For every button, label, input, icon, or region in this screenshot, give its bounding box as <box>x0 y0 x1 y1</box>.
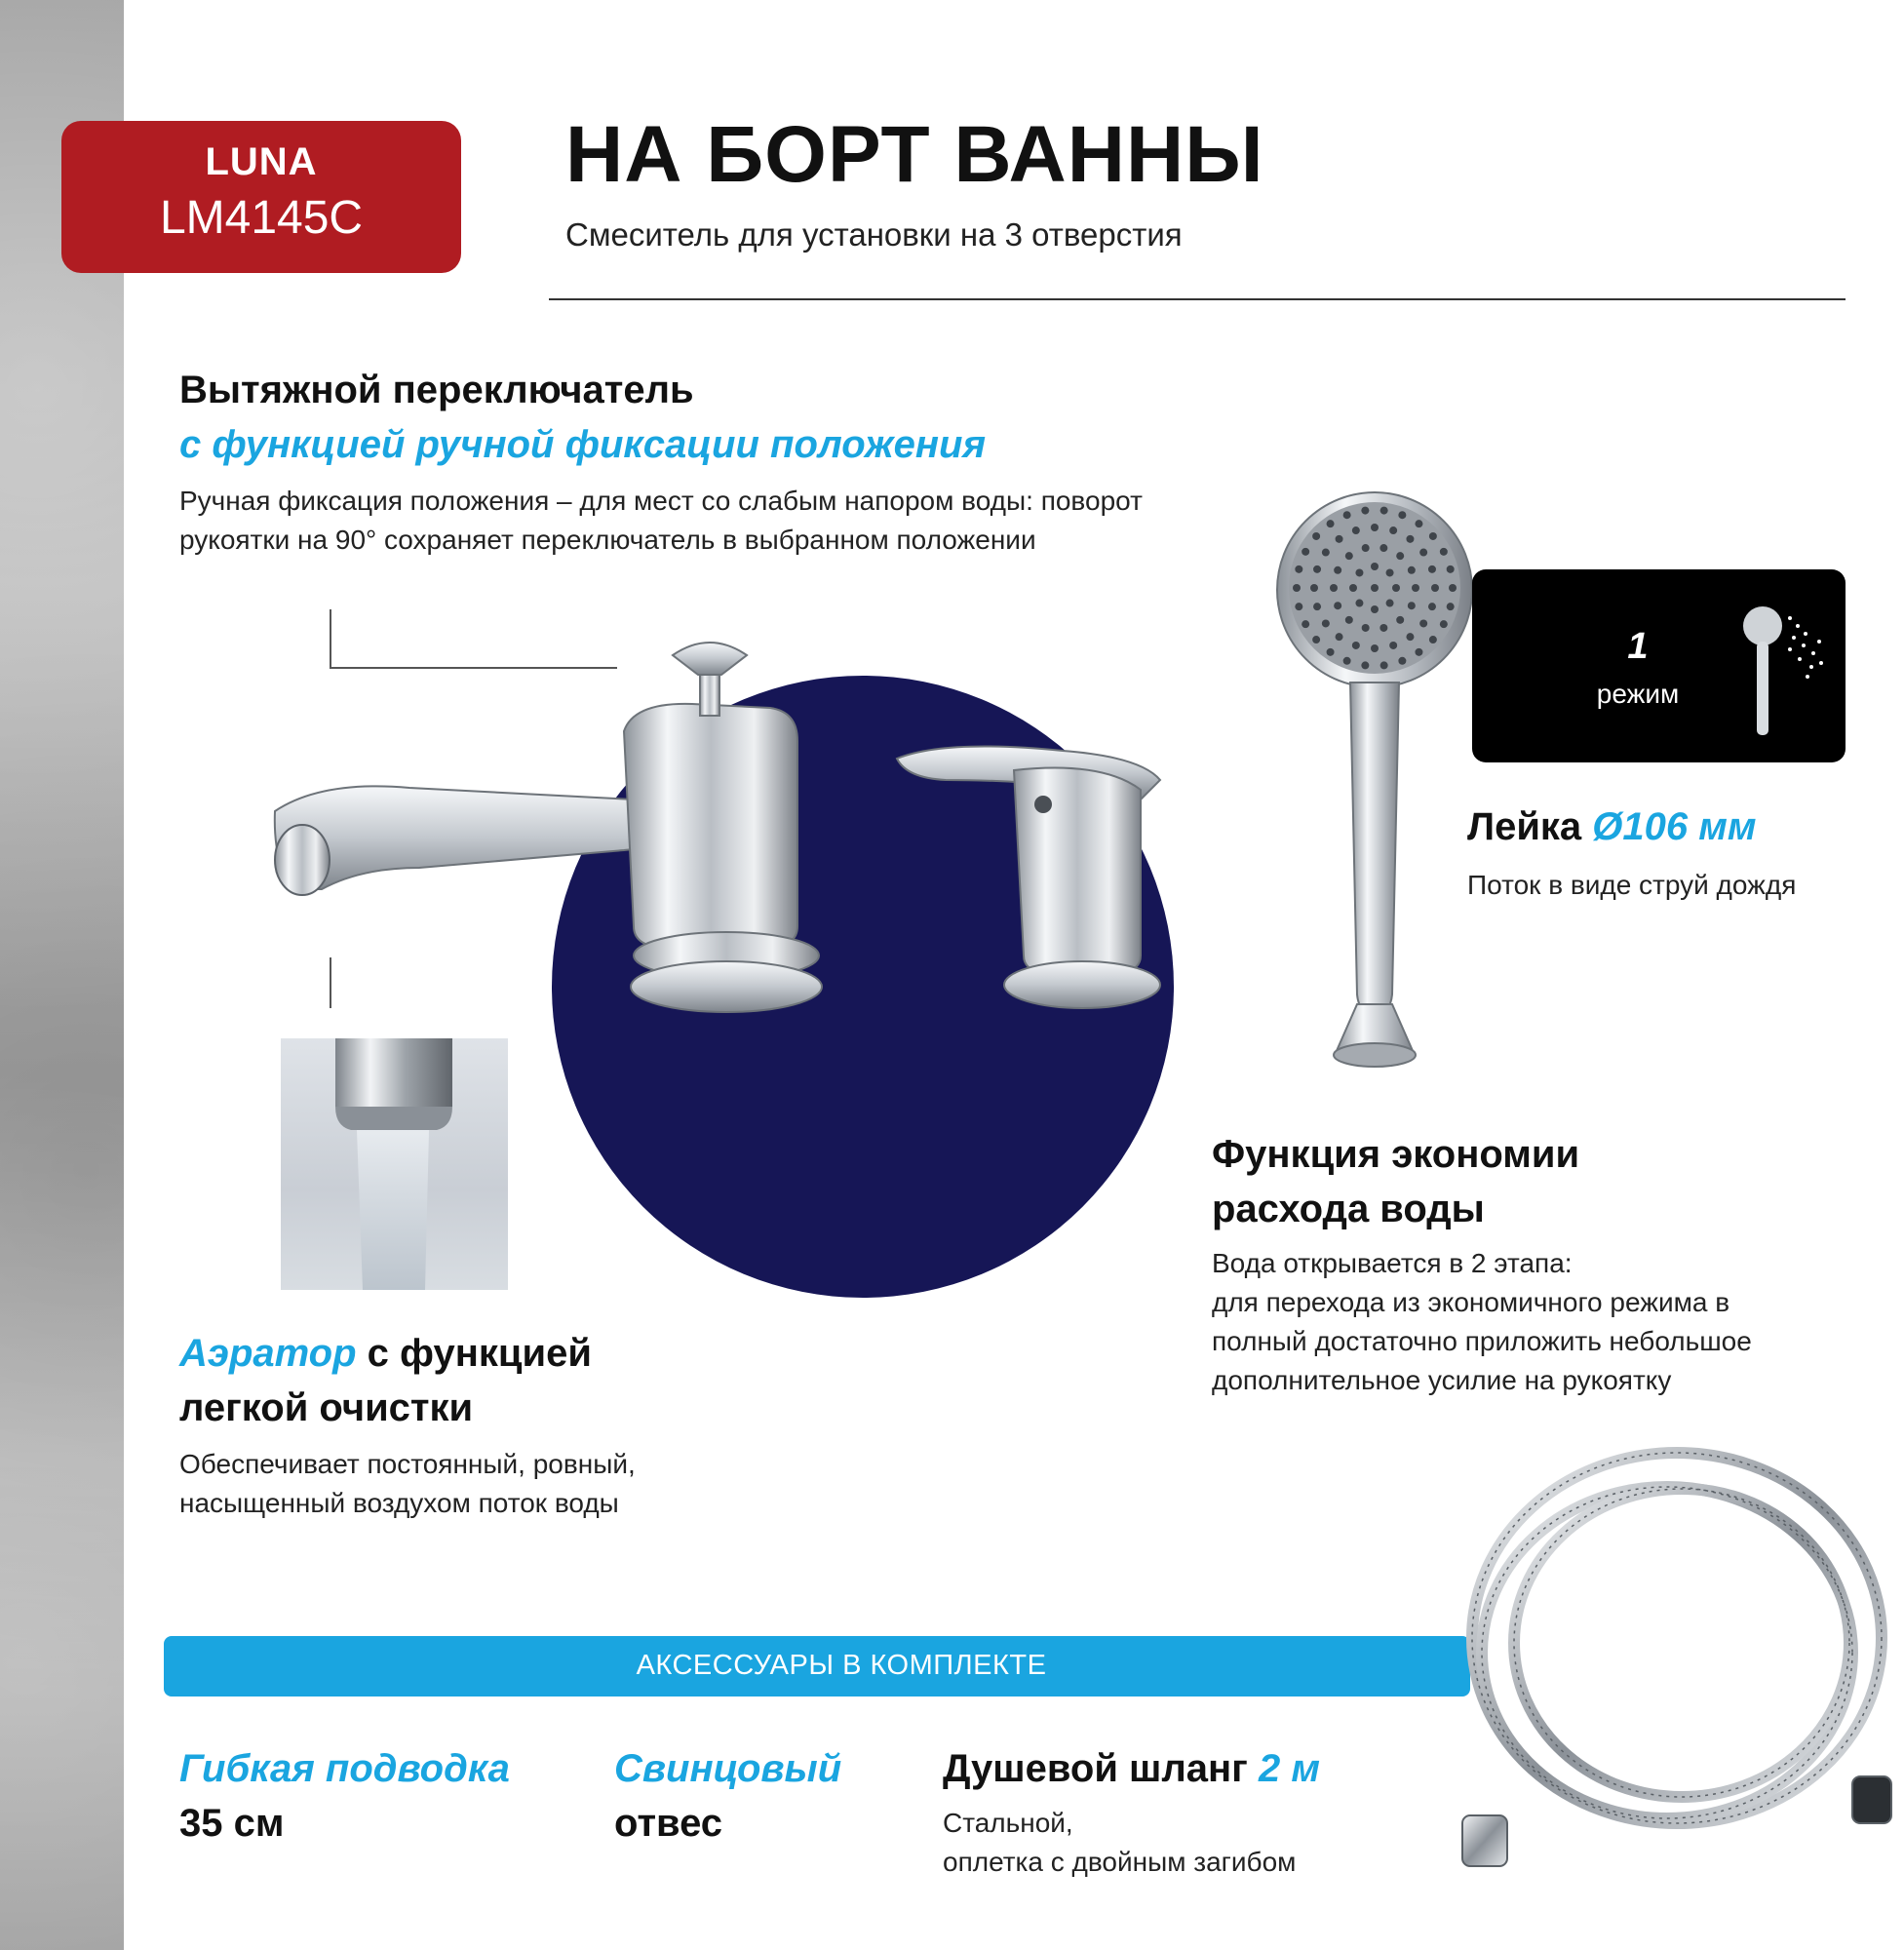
shower-nozzle <box>1355 568 1363 576</box>
stone-texture-strip <box>0 0 124 1950</box>
shower-hose-title-text: Душевой шланг <box>943 1747 1259 1790</box>
shower-nozzle <box>1362 624 1370 632</box>
hand-shower-illustration <box>1267 488 1501 1082</box>
shower-nozzle <box>1312 636 1320 644</box>
shower-mode-panel <box>1472 569 1846 762</box>
mode-label: режим <box>1596 679 1680 709</box>
faucet-illustration <box>263 634 1228 1043</box>
shower-nozzle <box>1429 636 1437 644</box>
shower-nozzle <box>1412 584 1419 592</box>
shower-nozzle <box>1293 584 1301 592</box>
shower-nozzle <box>1449 584 1457 592</box>
shower-nozzle <box>1429 532 1437 540</box>
switch-feature-subtitle: с функцией ручной фиксации положения <box>179 423 986 466</box>
page-title: НА БОРТ ВАННЫ <box>565 110 1264 199</box>
accessory-lead-weight-title-line2: отвес <box>614 1802 723 1845</box>
eco-feature-title-line2: расхода воды <box>1212 1188 1485 1230</box>
shower-nozzle <box>1371 605 1379 613</box>
shower-nozzle <box>1336 633 1343 641</box>
title-divider <box>549 298 1846 300</box>
shower-nozzle <box>1334 566 1341 574</box>
shower-nozzle <box>1406 633 1414 641</box>
shower-nozzle <box>1428 566 1436 573</box>
model-number: LM4145C <box>159 192 364 244</box>
shower-nozzle <box>1345 552 1353 560</box>
aerator-photo <box>281 1038 508 1290</box>
shower-nozzle <box>1302 620 1309 628</box>
shower-hose-body-line: оплетка с двойным загибом <box>943 1847 1297 1877</box>
shower-nozzle <box>1447 603 1455 610</box>
shower-nozzle <box>1419 549 1427 557</box>
aerator-feature-body <box>179 1445 636 1523</box>
shower-nozzle <box>1379 544 1387 552</box>
switch-body-line: рукоятки на 90° сохраняет переключатель в выбранном положении <box>179 525 1036 555</box>
accessory-flex-hose-title: Гибкая подводка <box>179 1747 510 1790</box>
page-subtitle: Смеситель для установки на 3 отверстия <box>565 216 1183 253</box>
shower-nozzle <box>1415 520 1422 527</box>
shower-nozzle <box>1362 544 1370 552</box>
shower-nozzle <box>1371 524 1379 531</box>
accessory-lead-weight-title: Свинцовый <box>614 1747 842 1790</box>
eco-body-line: для перехода из экономичного режима в <box>1212 1287 1730 1317</box>
shower-nozzle <box>1361 507 1369 515</box>
shower-nozzle <box>1313 603 1321 610</box>
aerator-title-rest: с функцией <box>356 1332 592 1375</box>
accessories-bar-label: АКСЕССУАРЫ В КОМПЛЕКТЕ <box>636 1650 1047 1681</box>
spray-feature-title <box>1467 805 1756 849</box>
switch-body-line: Ручная фиксация положения – для мест со слабым напором воды: поворот <box>179 486 1143 516</box>
aerator-feature-title-line2: легкой очистки <box>179 1386 474 1429</box>
shower-nozzle <box>1312 532 1320 540</box>
shower-nozzle <box>1355 600 1363 607</box>
eco-body-line: полный достаточно приложить небольшое <box>1212 1326 1752 1356</box>
shower-nozzle <box>1327 648 1335 656</box>
shower-nozzle <box>1380 507 1388 515</box>
hand-shower-icon <box>1733 599 1831 745</box>
shower-hose-illustration <box>1433 1433 1904 1892</box>
series-name: LUNA <box>205 140 318 183</box>
shower-nozzle <box>1330 584 1338 592</box>
shower-hose-body-line: Стальной, <box>943 1808 1073 1838</box>
shower-nozzle <box>1408 602 1416 609</box>
shower-nozzle <box>1419 619 1427 627</box>
model-badge <box>61 121 461 273</box>
shower-nozzle <box>1343 657 1351 665</box>
shower-nozzle <box>1361 661 1369 669</box>
mode-count: 1 <box>1627 626 1649 667</box>
shower-nozzle <box>1352 642 1360 649</box>
shower-nozzle <box>1313 566 1321 573</box>
shower-nozzle <box>1371 584 1379 592</box>
shower-nozzle <box>1431 584 1439 592</box>
shower-nozzle <box>1327 520 1335 527</box>
shower-nozzle <box>1386 568 1394 576</box>
shower-nozzle <box>1295 603 1302 610</box>
shower-nozzle <box>1334 602 1341 609</box>
shower-nozzle <box>1352 526 1360 534</box>
accessories-bar <box>164 1636 1470 1696</box>
shower-nozzle <box>1380 661 1388 669</box>
eco-feature-body <box>1212 1244 1752 1400</box>
shower-nozzle <box>1440 548 1448 556</box>
spray-icon <box>1788 616 1823 679</box>
shower-nozzle <box>1392 584 1400 592</box>
accessory-flex-hose-length: 35 см <box>179 1802 285 1845</box>
shower-nozzle <box>1447 566 1455 573</box>
shower-nozzle <box>1371 563 1379 570</box>
shower-nozzle <box>1406 535 1414 543</box>
shower-nozzle <box>1343 511 1351 519</box>
shower-nozzle <box>1396 552 1404 560</box>
aerator-body-line: Обеспечивает постоянный, ровный, <box>179 1449 636 1479</box>
shower-nozzle <box>1396 616 1404 624</box>
shower-nozzle <box>1389 526 1397 534</box>
shower-nozzle <box>1440 620 1448 628</box>
accessory-shower-hose-title <box>943 1747 1320 1791</box>
spray-feature-body: Поток в виде струй дождя <box>1467 870 1797 900</box>
switch-feature-body <box>179 482 1143 560</box>
shower-nozzle <box>1310 584 1318 592</box>
shower-nozzle <box>1398 657 1406 665</box>
switch-feature-title: Вытяжной переключатель <box>179 369 694 411</box>
spray-diameter: Ø106 мм <box>1592 805 1757 848</box>
shower-nozzle <box>1322 619 1330 627</box>
aerator-illustration <box>281 1038 508 1290</box>
shower-nozzle <box>1345 616 1353 624</box>
shower-nozzle <box>1408 566 1416 574</box>
spray-title-text: Лейка <box>1467 805 1593 848</box>
shower-hose-length: 2 м <box>1258 1747 1320 1790</box>
shower-nozzle <box>1349 584 1357 592</box>
shower-nozzle <box>1386 600 1394 607</box>
shower-nozzle <box>1379 624 1387 632</box>
eco-feature-title: Функция экономии <box>1212 1133 1580 1176</box>
shower-nozzle <box>1398 511 1406 519</box>
eco-body-line: Вода открывается в 2 этапа: <box>1212 1248 1573 1278</box>
shower-nozzle <box>1295 566 1302 573</box>
accessory-shower-hose-body <box>943 1804 1296 1882</box>
shower-nozzle <box>1389 642 1397 649</box>
aerator-body-line: насыщенный воздухом поток воды <box>179 1488 619 1518</box>
shower-nozzle <box>1415 648 1422 656</box>
shower-nozzle <box>1322 549 1330 557</box>
eco-body-line: дополнительное усилие на рукоятку <box>1212 1365 1672 1395</box>
shower-nozzle <box>1336 535 1343 543</box>
shower-nozzle <box>1302 548 1309 556</box>
shower-nozzle <box>1371 644 1379 652</box>
aerator-title-accent: Аэратор <box>179 1332 357 1375</box>
shower-nozzle <box>1428 603 1436 610</box>
aerator-feature-title <box>179 1332 592 1376</box>
